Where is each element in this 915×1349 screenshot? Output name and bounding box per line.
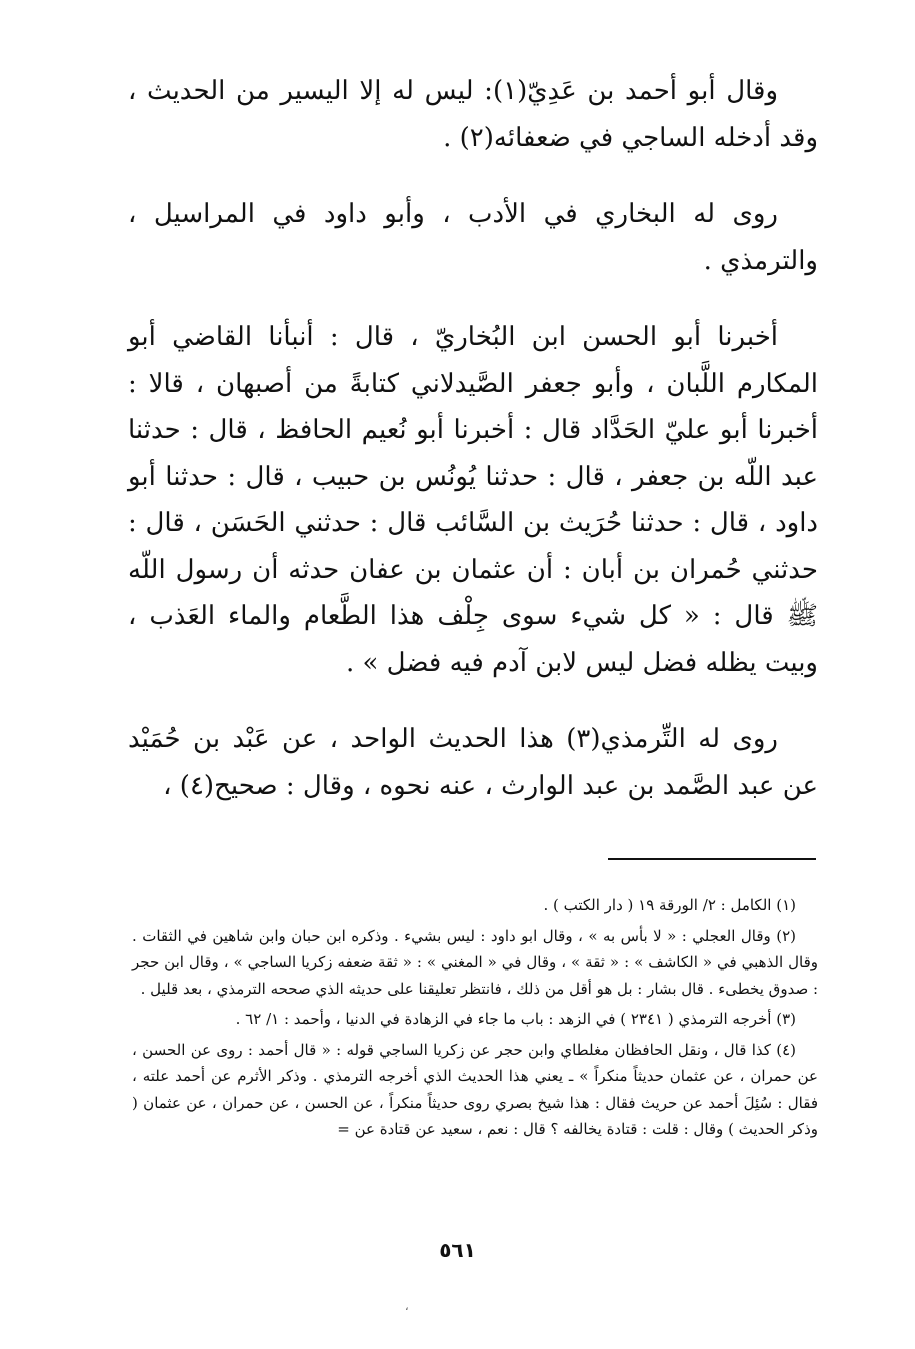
paragraph-isnad-hadith: أخبرنا أبو الحسن ابن البُخاريّ ، قال : أنبأنا القاضي أبو المكارم اللَّبان ، وأبو جعفر الصَّيدلاني كتابةً من أصبهان ، قالا : أخبرنا أبو عليّ الحَدَّاد قال : أخبرنا أبو نُعيم الحافظ ، قال : حدثنا عبد اللّه بن جعفر ، قال : حدثنا يُونُس بن حبيب ، قال : حدثنا أبو داود ، قال : حدثنا حُرَيث بن السَّائب قال : حدثني الحَسَن ، قال : حدثني حُمران بن أبان : أن عثمان بن عفان حدثه أن رسول اللّه ﷺ قال : « كل شيء سوى جِلْف هذا الطَّعام والماء العَذب ، وبيت يظله فضل ليس لابن آدم فيه فضل » .: [128, 322, 818, 678]
main-text-block: [128, 68, 818, 809]
footnote-4: (٤) كذا قال ، ونقل الحافظان مغلطاي وابن حجر عن زكريا الساجي قوله : « قال أحمد : روى عن الحسن ، عن حمران ، عن عثمان حديثاً منكراً » ـ يعني هذا الحديث الذي أخرجه الترمذي . وذكر الأثرم عن أحمد علته ، فقال : سُئِلَ أحمد عن حريث فقال : هذا شيخ بصري روى حديثاً منكراً ، عن الحسن ، عن حمران ، عن عثمان ( وذكر الحديث ) وقال : قلت : قتادة يخالفه ؟ قال : نعم ، سعيد عن قتادة عن =: [132, 1040, 818, 1138]
footnote-2: (٢) وقال العجلي : « لا بأس به » ، وقال ابو داود : ليس بشيء . وذكره ابن حبان وابن شاهين في الثقات . وقال الذهبي في « الكاشف » : « ثقة » ، وقال في « المغني » : « ثقة ضعفه زكريا الساجي » ، وقال ابن حجر : صدوق يخطىء . قال بشار : بل هو أقل من ذلك ، فانتظر تعليقنا على حديثه الذي صححه الترمذي ، بعد قليل .: [132, 926, 818, 998]
page-number: ٥٦١: [439, 1238, 476, 1262]
paragraph-ibn-adi: وقال أبو أحمد بن عَدِيّ(١): ليس له إلا اليسير من الحديث ، وقد أدخله الساجي في ضعفائه(٢) .: [128, 76, 818, 153]
paragraph-tirmidhi: روى له التِّرمذي(٣) هذا الحديث الواحد ، عن عَبْد بن حُمَيْد عن عبد الصَّمد بن عبد الوارث ، عنه نحوه ، وقال : صحيح(٤) ،: [128, 724, 818, 801]
footnote-1: (١) الكامل : ٢/ الورقة ١٩ ( دار الكتب ) .: [543, 896, 796, 914]
footnotes-block: [132, 892, 818, 1143]
stray-mark: ،: [405, 1300, 409, 1313]
footnote-divider: [608, 858, 816, 860]
paragraph-riwaya: روى له البخاري في الأدب ، وأبو داود في المراسيل ، والترمذي .: [128, 199, 818, 276]
footnote-3: (٣) أخرجه الترمذي ( ٢٣٤١ ) في الزهد : باب ما جاء في الزهادة في الدنيا ، وأحمد : ١/ ٦٢ .: [235, 1010, 796, 1028]
